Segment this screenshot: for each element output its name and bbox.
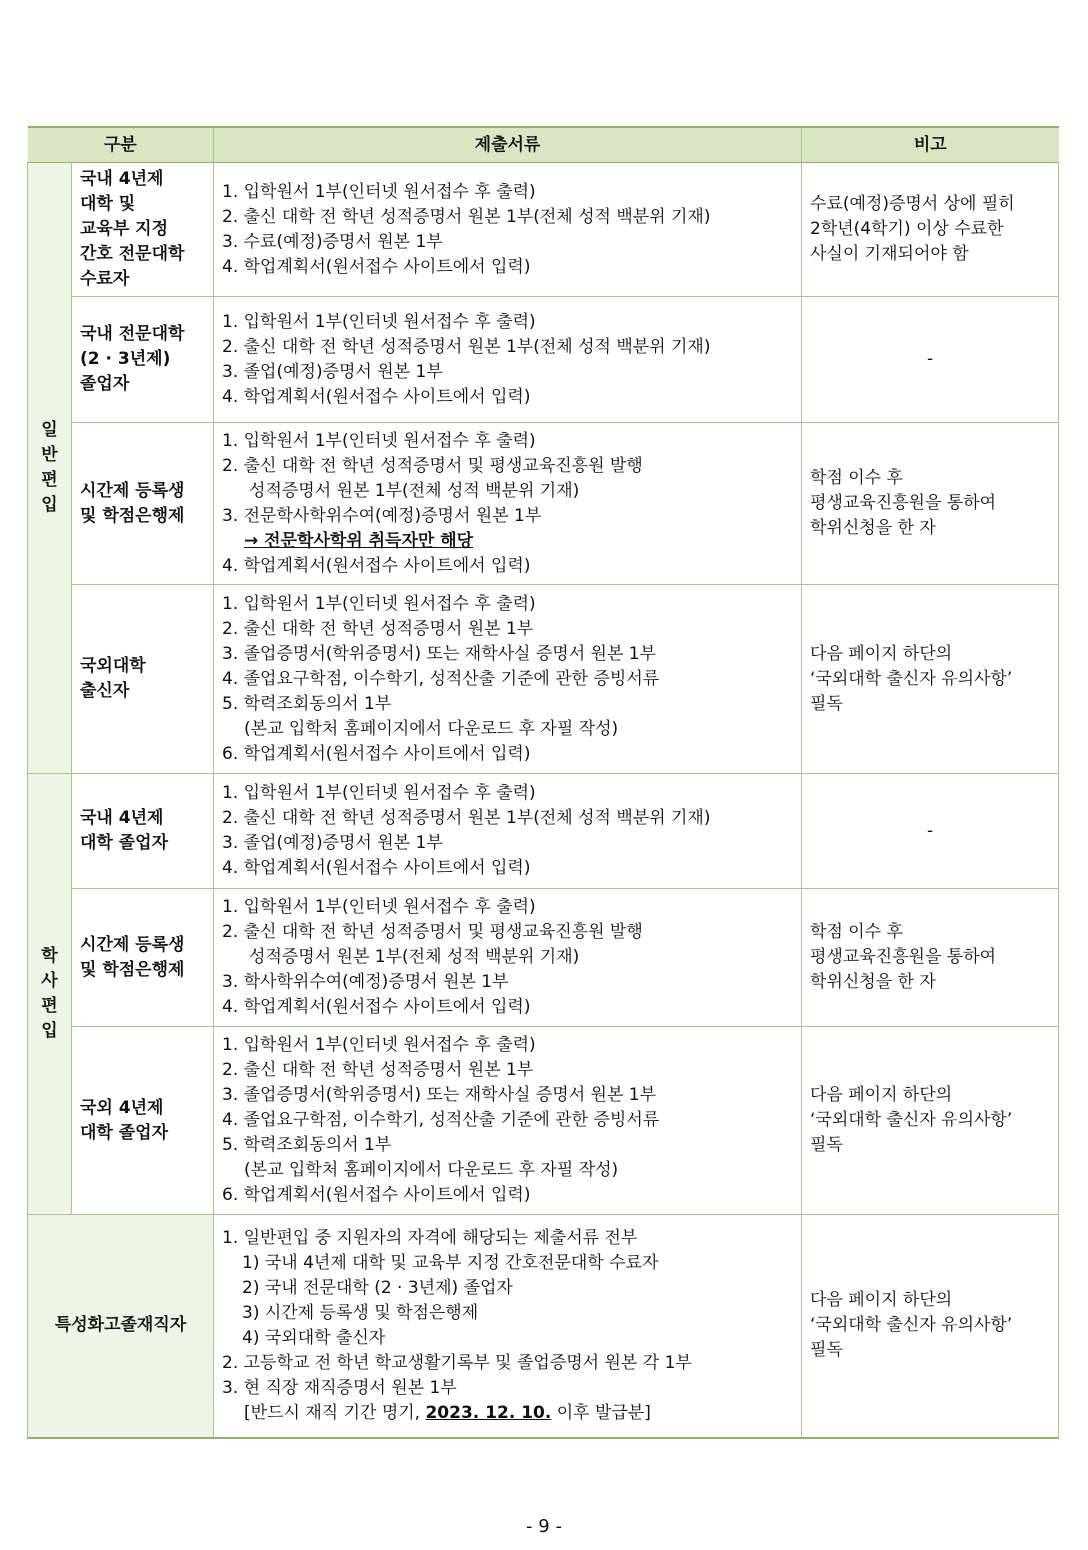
doc-item: 성적증명서 원본 1부(전체 성적 백분위 기재) xyxy=(249,480,580,501)
doc-item: 2. 출신 대학 전 학년 성적증명서 원본 1부 xyxy=(222,618,534,639)
doc-item: 1. 입학원서 1부(인터넷 원서접수 후 출력) xyxy=(222,593,536,614)
row-note: 다음 페이지 하단의 ‘국외대학 출신자 유의사항’ 필독 xyxy=(802,1215,1059,1438)
row-category: 국내 4년제 대학 및 교육부 지정 간호 전문대학 수료자 xyxy=(72,163,214,297)
table-row xyxy=(28,163,1059,297)
doc-item: 3. 졸업증명서(학위증명서) 또는 재학사실 증명서 원본 1부 xyxy=(222,1085,657,1105)
doc-item: 1. 입학원서 1부(인터넷 원서접수 후 출력) xyxy=(222,1035,536,1055)
row-note: - xyxy=(802,774,1059,889)
doc-item: 2. 출신 대학 전 학년 성적증명서 원본 1부(전체 성적 백분위 기재) xyxy=(222,336,711,357)
doc-item-emphasis: → 전문학사학위 취득자만 해당 xyxy=(244,530,474,551)
doc-item: 4. 학업계획서(원서접수 사이트에서 입력) xyxy=(222,256,531,277)
doc-item: 2. 출신 대학 전 학년 성적증명서 및 평생교육진흥원 발행 xyxy=(222,455,643,476)
table-row xyxy=(28,423,1059,585)
issue-date: 2023. 12. 10. xyxy=(425,1402,552,1423)
row-documents xyxy=(214,774,802,889)
row-documents xyxy=(214,423,802,585)
row-documents xyxy=(214,1215,802,1438)
doc-item: 3. 졸업(예정)증명서 원본 1부 xyxy=(222,361,443,382)
doc-item: 성적증명서 원본 1부(전체 성적 백분위 기재) xyxy=(249,947,580,967)
row-category: 국내 전문대학 (2 · 3년제) 졸업자 xyxy=(72,297,214,423)
doc-item: 1. 입학원서 1부(인터넷 원서접수 후 출력) xyxy=(222,897,536,917)
doc-item: 1. 일반편입 중 지원자의 자격에 해당되는 제출서류 전부 xyxy=(222,1227,638,1248)
row-category: 시간제 등록생 및 학점은행제 xyxy=(72,889,214,1027)
doc-item: 4. 학업계획서(원서접수 사이트에서 입력) xyxy=(222,858,531,878)
doc-item: 2. 출신 대학 전 학년 성적증명서 및 평생교육진흥원 발행 xyxy=(222,922,643,942)
row-documents xyxy=(214,163,802,297)
table-header-row xyxy=(28,127,1059,163)
group-bachelor-transfer xyxy=(28,774,72,1215)
doc-subitem: 1) 국내 4년제 대학 및 교육부 지정 간호전문대학 수료자 xyxy=(242,1252,659,1273)
row-documents xyxy=(214,297,802,423)
doc-item: 1. 입학원서 1부(인터넷 원서접수 후 출력) xyxy=(222,783,536,803)
table-row xyxy=(28,1215,1059,1438)
doc-item: 5. 학력조회동의서 1부 xyxy=(222,693,392,714)
group-general-transfer xyxy=(28,163,72,774)
doc-item: 4. 졸업요구학점, 이수학기, 성적산출 기준에 관한 증빙서류 xyxy=(222,668,660,689)
table-row xyxy=(28,889,1059,1027)
row-category: 시간제 등록생 및 학점은행제 xyxy=(72,423,214,585)
row-note: 수료(예정)증명서 상에 필히 2학년(4학기) 이상 수료한 사실이 기재되어야 함 xyxy=(802,163,1059,297)
row-note: - xyxy=(802,297,1059,423)
doc-item: 6. 학업계획서(원서접수 사이트에서 입력) xyxy=(222,743,531,764)
page-number: - 9 - xyxy=(526,1516,562,1537)
doc-item: (본교 입학처 홈페이지에서 다운로드 후 자필 작성) xyxy=(244,718,619,739)
group-label: 일반편입 xyxy=(41,420,58,515)
doc-item: 1. 입학원서 1부(인터넷 원서접수 후 출력) xyxy=(222,181,536,202)
header-notes: 비고 xyxy=(802,127,1059,163)
doc-item: 3. 학사학위수여(예정)증명서 원본 1부 xyxy=(222,972,509,992)
doc-item: 1. 입학원서 1부(인터넷 원서접수 후 출력) xyxy=(222,311,536,332)
doc-item: 4. 학업계획서(원서접수 사이트에서 입력) xyxy=(222,386,531,407)
group-label: 학사편입 xyxy=(41,946,58,1041)
doc-subitem: 3) 시간제 등록생 및 학점은행제 xyxy=(242,1302,479,1323)
doc-item: 3. 현 직장 재직증명서 원본 1부 xyxy=(222,1377,457,1398)
row-category: 국외 4년제 대학 졸업자 xyxy=(72,1027,214,1215)
doc-item: 3. 수료(예정)증명서 원본 1부 xyxy=(222,231,443,252)
group-specialized-hs-employee: 특성화고졸재직자 xyxy=(28,1215,214,1438)
doc-item: 4. 학업계획서(원서접수 사이트에서 입력) xyxy=(222,997,531,1017)
doc-item: 2. 출신 대학 전 학년 성적증명서 원본 1부 xyxy=(222,1060,534,1080)
table-row xyxy=(28,774,1059,889)
doc-item: 3. 졸업(예정)증명서 원본 1부 xyxy=(222,833,443,853)
table-row xyxy=(28,1027,1059,1215)
row-note: 학점 이수 후 평생교육진흥원을 통하여 학위신청을 한 자 xyxy=(802,889,1059,1027)
doc-item: 4. 학업계획서(원서접수 사이트에서 입력) xyxy=(222,555,531,576)
row-documents xyxy=(214,585,802,774)
submission-documents-table xyxy=(27,126,1059,1439)
doc-item: 2. 출신 대학 전 학년 성적증명서 원본 1부(전체 성적 백분위 기재) xyxy=(222,206,711,227)
doc-item: 3. 졸업증명서(학위증명서) 또는 재학사실 증명서 원본 1부 xyxy=(222,643,657,664)
header-category: 구분 xyxy=(28,127,214,163)
doc-subitem: 4) 국외대학 출신자 xyxy=(242,1327,386,1348)
doc-item: 4. 졸업요구학점, 이수학기, 성적산출 기준에 관한 증빙서류 xyxy=(222,1110,660,1130)
doc-subitem: 2) 국내 전문대학 (2 · 3년제) 졸업자 xyxy=(242,1277,513,1298)
row-note: 다음 페이지 하단의 ‘국외대학 출신자 유의사항’ 필독 xyxy=(802,1027,1059,1215)
table-row xyxy=(28,297,1059,423)
row-note: 학점 이수 후 평생교육진흥원을 통하여 학위신청을 한 자 xyxy=(802,423,1059,585)
doc-item: 2. 출신 대학 전 학년 성적증명서 원본 1부(전체 성적 백분위 기재) xyxy=(222,808,711,828)
doc-item: (본교 입학처 홈페이지에서 다운로드 후 자필 작성) xyxy=(244,1160,619,1180)
doc-item: 5. 학력조회동의서 1부 xyxy=(222,1135,392,1155)
row-note: 다음 페이지 하단의 ‘국외대학 출신자 유의사항’ 필독 xyxy=(802,585,1059,774)
doc-item: 1. 입학원서 1부(인터넷 원서접수 후 출력) xyxy=(222,430,536,451)
doc-item: 3. 전문학사학위수여(예정)증명서 원본 1부 xyxy=(222,505,542,526)
row-documents xyxy=(214,889,802,1027)
issue-date-note: [반드시 재직 기간 명기, 2023. 12. 10. 이후 발급분] xyxy=(244,1402,651,1423)
doc-item: 6. 학업계획서(원서접수 사이트에서 입력) xyxy=(222,1185,531,1205)
row-category: 국내 4년제 대학 졸업자 xyxy=(72,774,214,889)
row-documents xyxy=(214,1027,802,1215)
doc-item: 2. 고등학교 전 학년 학교생활기록부 및 졸업증명서 원본 각 1부 xyxy=(222,1352,692,1373)
row-category: 국외대학 출신자 xyxy=(72,585,214,774)
header-documents: 제출서류 xyxy=(214,127,802,163)
table-row xyxy=(28,585,1059,774)
